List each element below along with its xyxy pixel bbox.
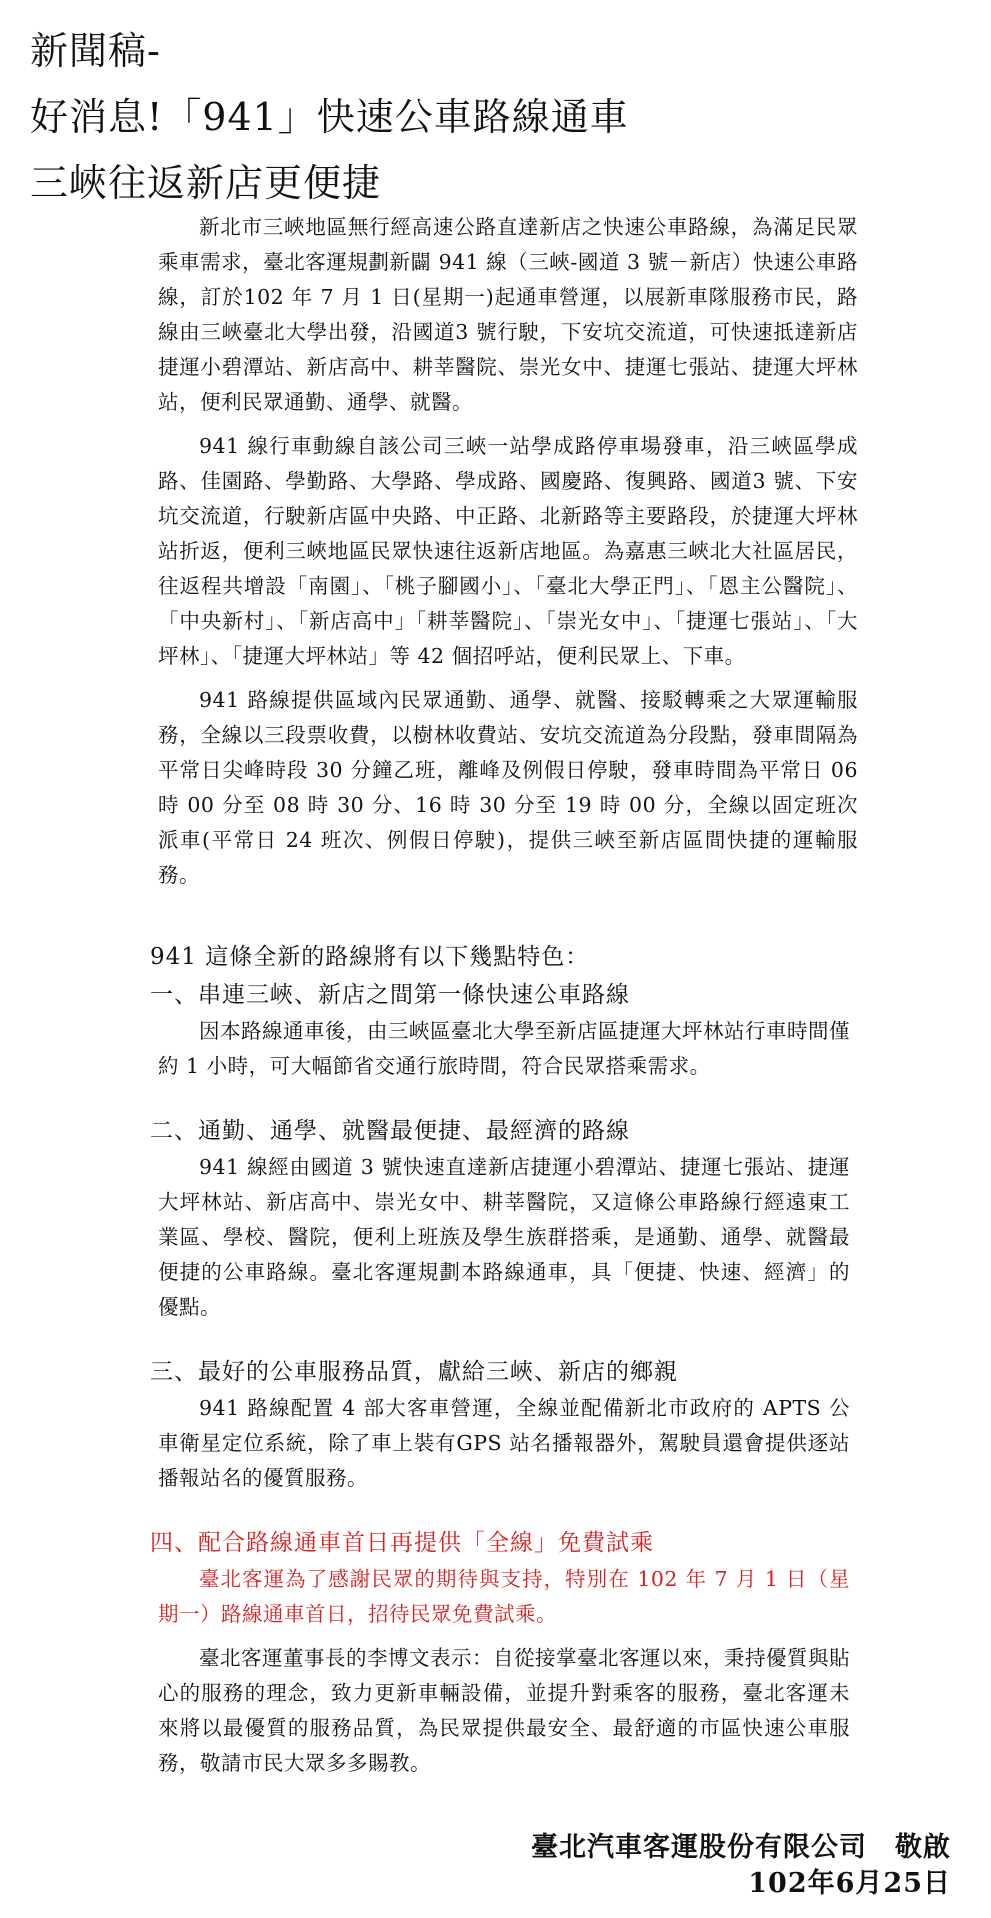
signature-block — [531, 1830, 951, 1902]
feature-text-2: 941 線經由國道 3 號快速直達新店捷運小碧潭站、捷運七張站、捷運大坪林站、新店高中、崇光女中、耕莘醫院，又這條公車路線行經遠東工業區、學校、醫院，便利上班族及學生族群搭乘，是通勤、通學、就醫最便捷的公車路線。臺北客運規劃本路線通車，具「便捷、快速、經濟」的優點。 — [158, 1155, 850, 1319]
company-signature: 臺北汽車客運股份有限公司 敬啟 — [531, 1832, 951, 1863]
feature-text-3: 941 路線配置 4 部大客車營運，全線並配備新北市政府的 APTS 公車衛星定位系統，除了車上裝有GPS 站名播報器外，駕駛員還會提供逐站播報站名的優質服務。 — [158, 1396, 850, 1490]
closing-paragraph: 臺北客運董事長的李博文表示：自從接掌臺北客運以來，秉持優質與貼心的服務的理念，致力更新車輛設備，並提升對乘客的服務，臺北客運未來將以最優質的服務品質，為民眾提供最安全、最舒適的市區快速公車服務，敬請市民大眾多多賜教。 — [158, 1646, 850, 1775]
features-intro: 941 這條全新的路線將有以下幾點特色： — [150, 944, 590, 970]
feature-heading-4: 四、配合路線通車首日再提供「全線」免費試乘 — [150, 1530, 654, 1556]
feature-heading-1: 一、串連三峽、新店之間第一條快速公車路線 — [150, 982, 630, 1008]
headline: 好消息!「941」快速公車路線通車 — [30, 95, 629, 139]
doc-type-label: 新聞稿- — [30, 29, 161, 73]
features-block — [150, 938, 850, 1790]
article-body — [158, 210, 858, 902]
press-release-header — [30, 18, 629, 216]
intro-paragraph-3: 941 路線提供區域內民眾通勤、通學、就醫、接駁轉乘之大眾運輸服務，全線以三段票收費，以樹林收費站、安坑交流道為分段點，發車間隔為平常日尖峰時段 30 分鐘乙班，離峰及例假日停駛，發車時間為平常日 06 時 00 分至 08 時 30 分、16 時 30 分至 19 時 00 分，全線以固定班次派車(平常日 24 班次、例假日停駛)，提供三峽至新店區間快捷的運輸服務。 — [158, 688, 858, 887]
intro-paragraph-2: 941 線行車動線自該公司三峽一站學成路停車場發車，沿三峽區學成路、佳園路、學勤路、大學路、學成路、國慶路、復興路、國道3 號、下安坑交流道，行駛新店區中央路、中正路、北新路等主要路段，於捷運大坪林站折返，便利三峽地區民眾快速往返新店地區。為嘉惠三峽北大社區居民，往返程共增設「南園」、「桃子腳國小」、「臺北大學正門」、「恩主公醫院」、「中央新村」、「新店高中」「耕莘醫院」、「崇光女中」、「捷運七張站」、「大坪林」、「捷運大坪林站」等 42 個招呼站，便利民眾上、下車。 — [158, 434, 858, 668]
feature-heading-3: 三、最好的公車服務品質，獻給三峽、新店的鄉親 — [150, 1359, 678, 1385]
intro-paragraph-1: 新北市三峽地區無行經高速公路直達新店之快速公車路線，為滿足民眾乘車需求，臺北客運規劃新闢 941 線（三峽-國道 3 號－新店）快速公車路線，訂於102 年 7 月 1 日(星期一)起通車營運，以展新車隊服務市民，路線由三峽臺北大學出發，沿國道3 號行駛，下安坑交流道，可快速抵達新店捷運小碧潭站、新店高中、耕莘醫院、崇光女中、捷運七張站、捷運大坪林站，便利民眾通勤、通學、就醫。 — [158, 215, 858, 414]
feature-text-4: 臺北客運為了感謝民眾的期待與支持，特別在 102 年 7 月 1 日（星期一）路線通車首日，招待民眾免費試乘。 — [158, 1567, 850, 1626]
feature-text-1: 因本路線通車後，由三峽區臺北大學至新店區捷運大坪林站行車時間僅約 1 小時，可大幅節省交通行旅時間，符合民眾搭乘需求。 — [158, 1019, 850, 1078]
release-date: 102年6月25日 — [748, 1868, 951, 1899]
subheadline: 三峽往返新店更便捷 — [30, 161, 382, 205]
feature-heading-2: 二、通勤、通學、就醫最便捷、最經濟的路線 — [150, 1118, 630, 1144]
